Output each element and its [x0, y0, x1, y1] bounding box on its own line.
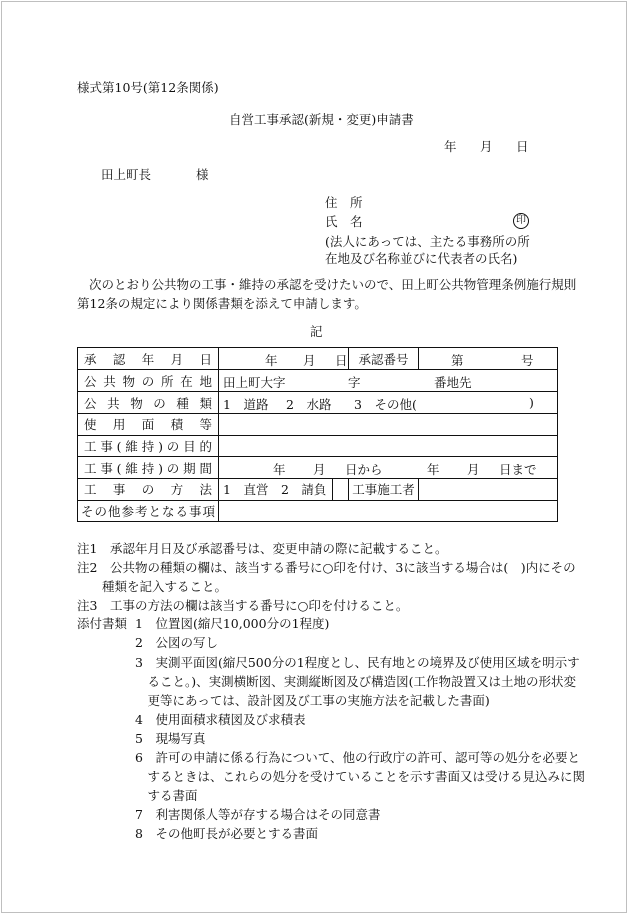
row-label: 承認年月日 [78, 348, 219, 370]
attachment-item: 2 公図の写し [135, 635, 218, 650]
approval-dai-label: 第 [451, 353, 464, 368]
remarks-cell[interactable] [219, 500, 558, 522]
type-close-paren: ) [529, 395, 534, 410]
approval-go-label: 号 [521, 353, 534, 368]
date-year-label: 年 [444, 139, 457, 154]
end-day-label: 日まで [499, 462, 537, 477]
approval-number-label: 承認番号 [349, 348, 419, 370]
row-label: 使用面積等 [78, 414, 219, 436]
contractor-label: 工事施工者 [349, 479, 419, 501]
corporate-note-line2: 在地及び名称並びに代表者の氏名) [325, 251, 518, 266]
form-number: 様式第10号(第12条関係) [77, 80, 219, 95]
type-cell[interactable] [219, 392, 558, 414]
attachment-item: するときは、これらの処分を受けていることを示す書面又は受ける見込みに関 [135, 769, 586, 784]
attachment-item: 7 利害関係人等が存する場合はその同意書 [135, 807, 381, 822]
body-text-line2: 第12条の規定により関係書類を添えて申請します。 [77, 296, 367, 311]
row-label: 工事(維持)の目的 [78, 435, 219, 457]
application-table [77, 347, 558, 522]
year-label: 年 [265, 353, 278, 368]
attachment-item: 更等にあっては、設計図及び工事の実施方法を記載した書面) [135, 693, 490, 708]
type-option-waterway[interactable]: 2 水路 [286, 397, 332, 412]
table-row [78, 500, 558, 522]
name-label: 氏 名 [325, 214, 363, 229]
aza-label: 字 [348, 375, 361, 390]
area-cell[interactable] [219, 414, 558, 436]
note-3: 注3 工事の方法の欄は該当する番号に○印を付けること。 [77, 598, 409, 613]
table-row [78, 457, 558, 479]
document-title: 自営工事承認(新規・変更)申請書 [229, 112, 414, 127]
note-2: 注2 公共物の種類の欄は、該当する番号に○印を付け、3に該当する場合は( )内にその [77, 560, 576, 575]
attachment-item: 8 その他町長が必要とする書面 [135, 826, 318, 841]
attachment-item: 1 位置図(縮尺10,000分の1程度) [135, 616, 330, 631]
table-row [78, 392, 558, 414]
row-label: その他参考となる事項 [78, 500, 219, 522]
attachment-item: 3 実測平面図(縮尺500分の1程度とし、民有地との境界及び使用区域を明示す [135, 655, 580, 670]
day-label: 日 [335, 353, 348, 368]
type-option-road[interactable]: 1 道路 [223, 397, 269, 412]
note-2-cont: 種類を記入すること。 [77, 579, 228, 594]
purpose-cell[interactable] [219, 435, 558, 457]
attachment-item: する書面 [135, 788, 198, 803]
attachment-item: 4 使用面積求積図及び求積表 [135, 712, 306, 727]
approval-date-cell[interactable] [219, 348, 349, 370]
month-label: 月 [303, 353, 316, 368]
seal-mark: 印 [513, 213, 529, 229]
attachment-item: 5 現場写真 [135, 731, 206, 746]
date-month-label: 月 [480, 139, 493, 154]
corporate-note-line1: (法人にあっては、主たる事務所の所 [325, 234, 530, 249]
row-label: 工事(維持)の期間 [78, 457, 219, 479]
attachment-item: ること。)、実測横断図、実測縦断図及び構造図(工作物設置又は土地の形状変 [135, 674, 577, 689]
date-day-label: 日 [516, 139, 529, 154]
method-spacer [333, 479, 349, 501]
table-row [78, 370, 558, 392]
start-day-label: 日から [345, 462, 383, 477]
row-label: 公共物の種類 [78, 392, 219, 414]
addressee-honorific: 様 [196, 167, 209, 182]
town-label: 田上町大字 [223, 375, 286, 390]
location-cell[interactable] [219, 370, 558, 392]
start-month-label: 月 [313, 462, 326, 477]
table-row [78, 435, 558, 457]
row-label: 公共物の所在地 [78, 370, 219, 392]
method-cell[interactable]: 1 直営 2 請負 [219, 479, 333, 501]
banchi-label: 番地先 [434, 375, 472, 390]
body-text-line1: 次のとおり公共物の工事・維持の承認を受けたいので、田上町公共物管理条例施行規則 [89, 277, 577, 292]
end-year-label: 年 [427, 462, 440, 477]
type-option-other[interactable]: 3 その他( [354, 397, 417, 412]
end-month-label: 月 [467, 462, 480, 477]
table-row [78, 414, 558, 436]
start-year-label: 年 [273, 462, 286, 477]
table-row [78, 479, 558, 501]
table-row [78, 348, 558, 370]
attachment-item: 6 許可の申請に係る行為について、他の行政庁の許可、認可等の処分を必要と [135, 750, 580, 765]
attachments-label: 添付書類 [77, 616, 128, 631]
address-label: 住 所 [325, 195, 363, 210]
approval-number-cell[interactable] [419, 348, 558, 370]
period-cell[interactable] [219, 457, 558, 479]
ki-heading: 記 [310, 324, 323, 339]
contractor-cell[interactable] [419, 479, 558, 501]
row-label: 工事の方法 [78, 479, 219, 501]
addressee-name: 田上町長 [101, 167, 152, 182]
note-1: 注1 承認年月日及び承認番号は、変更申請の際に記載すること。 [77, 541, 448, 556]
